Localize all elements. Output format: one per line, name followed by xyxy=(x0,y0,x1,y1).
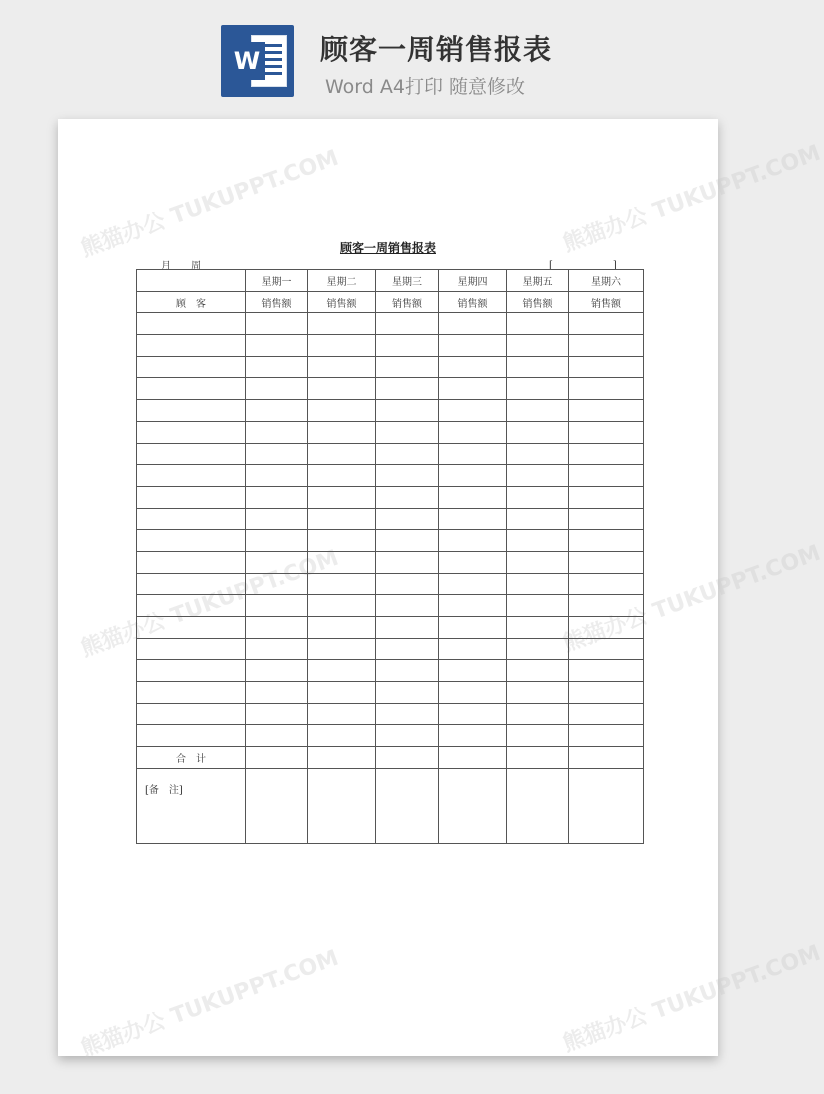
table-cell[interactable] xyxy=(569,530,644,552)
table-row xyxy=(137,486,644,508)
table-cell[interactable] xyxy=(376,768,439,843)
table-cell[interactable] xyxy=(308,595,376,617)
table-cell[interactable] xyxy=(246,486,308,508)
table-cell[interactable] xyxy=(507,378,569,400)
table-cell[interactable] xyxy=(439,378,507,400)
table-cell[interactable] xyxy=(137,421,246,443)
table-header-row xyxy=(137,270,644,292)
table-cell[interactable] xyxy=(246,638,308,660)
table-cell[interactable] xyxy=(507,335,569,357)
table-cell[interactable] xyxy=(137,313,246,335)
table-cell[interactable] xyxy=(246,573,308,595)
table-cell[interactable] xyxy=(246,313,308,335)
table-row xyxy=(137,660,644,682)
table-cell[interactable] xyxy=(308,335,376,357)
table-cell[interactable] xyxy=(246,400,308,422)
total-row xyxy=(137,747,644,769)
table-cell[interactable] xyxy=(137,443,246,465)
table-row xyxy=(137,530,644,552)
table-cell[interactable] xyxy=(137,595,246,617)
table-cell[interactable] xyxy=(308,617,376,639)
table-cell[interactable] xyxy=(308,703,376,725)
table-cell[interactable] xyxy=(569,703,644,725)
table-row xyxy=(137,573,644,595)
sales-label: 销售额 xyxy=(439,291,507,313)
table-cell[interactable] xyxy=(376,573,439,595)
date-bracket: [ ] xyxy=(549,260,617,271)
page-title: 顾客一周销售报表 xyxy=(320,33,553,66)
table-cell[interactable] xyxy=(308,313,376,335)
table-cell[interactable] xyxy=(308,638,376,660)
watermark: 熊猫办公 TUKUPPT.COM xyxy=(77,545,342,663)
table-cell[interactable] xyxy=(569,551,644,573)
table-row xyxy=(137,313,644,335)
table-cell[interactable] xyxy=(569,421,644,443)
table-cell[interactable] xyxy=(246,768,308,843)
table-cell[interactable] xyxy=(507,465,569,487)
table-cell[interactable] xyxy=(439,443,507,465)
total-label: 合 计 xyxy=(137,747,246,769)
table-cell[interactable] xyxy=(308,465,376,487)
table-row xyxy=(137,421,644,443)
table-cell[interactable] xyxy=(376,421,439,443)
table-cell[interactable] xyxy=(308,356,376,378)
table-cell[interactable] xyxy=(569,725,644,747)
table-row xyxy=(137,703,644,725)
table-cell[interactable] xyxy=(439,465,507,487)
table-row xyxy=(137,335,644,357)
table-cell[interactable] xyxy=(569,400,644,422)
table-cell[interactable] xyxy=(507,617,569,639)
table-subheader-row xyxy=(137,291,644,313)
table-cell[interactable] xyxy=(246,617,308,639)
table-cell[interactable] xyxy=(376,595,439,617)
table-cell[interactable] xyxy=(137,378,246,400)
table-row xyxy=(137,551,644,573)
sales-label: 销售额 xyxy=(569,291,644,313)
table-cell[interactable] xyxy=(137,465,246,487)
table-cell[interactable] xyxy=(376,660,439,682)
table-cell[interactable] xyxy=(439,400,507,422)
table-row xyxy=(137,443,644,465)
table-row xyxy=(137,725,644,747)
table-cell[interactable] xyxy=(246,530,308,552)
table-cell[interactable] xyxy=(439,703,507,725)
sales-label: 销售额 xyxy=(246,291,308,313)
table-cell[interactable] xyxy=(569,682,644,704)
table-cell[interactable] xyxy=(308,725,376,747)
table-cell[interactable] xyxy=(137,617,246,639)
table-cell[interactable] xyxy=(376,443,439,465)
table-row xyxy=(137,400,644,422)
table-cell[interactable] xyxy=(246,703,308,725)
table-cell[interactable] xyxy=(439,508,507,530)
table-cell[interactable] xyxy=(246,335,308,357)
table-row xyxy=(137,595,644,617)
table-cell[interactable] xyxy=(439,747,507,769)
column-header: 星期五 xyxy=(507,270,569,292)
watermark: 熊猫办公 TUKUPPT.COM xyxy=(77,145,342,263)
table-cell[interactable] xyxy=(507,703,569,725)
table-cell[interactable] xyxy=(439,421,507,443)
table-row xyxy=(137,356,644,378)
table-cell[interactable] xyxy=(137,356,246,378)
table-cell[interactable] xyxy=(308,443,376,465)
table-cell[interactable] xyxy=(137,682,246,704)
table-cell[interactable] xyxy=(246,747,308,769)
document-page xyxy=(58,119,824,1063)
table-cell[interactable] xyxy=(137,486,246,508)
document-title: 顾客一周销售报表 xyxy=(339,241,436,255)
table-cell[interactable] xyxy=(569,313,644,335)
table-cell[interactable] xyxy=(507,682,569,704)
table-cell[interactable] xyxy=(569,465,644,487)
table-cell[interactable] xyxy=(137,400,246,422)
table-cell[interactable] xyxy=(569,747,644,769)
column-header: 星期四 xyxy=(439,270,507,292)
table-cell[interactable] xyxy=(308,768,376,843)
table-cell[interactable] xyxy=(439,768,507,843)
table-cell[interactable] xyxy=(246,595,308,617)
table-cell[interactable] xyxy=(376,465,439,487)
sales-table xyxy=(136,269,644,844)
table-cell[interactable] xyxy=(376,703,439,725)
table-cell[interactable] xyxy=(507,508,569,530)
word-letter: W xyxy=(229,42,265,80)
table-cell[interactable] xyxy=(569,617,644,639)
table-row xyxy=(137,617,644,639)
table-cell[interactable] xyxy=(507,421,569,443)
customer-label: 顾 客 xyxy=(137,291,246,313)
table-cell[interactable] xyxy=(376,725,439,747)
table-cell[interactable] xyxy=(507,595,569,617)
month-week-label: 月 周 xyxy=(161,261,201,272)
table-cell[interactable] xyxy=(507,573,569,595)
table-cell[interactable] xyxy=(376,638,439,660)
table-cell[interactable] xyxy=(137,703,246,725)
table-cell[interactable] xyxy=(569,378,644,400)
table-cell[interactable] xyxy=(308,421,376,443)
table-cell[interactable] xyxy=(569,638,644,660)
table-cell[interactable] xyxy=(246,378,308,400)
table-cell[interactable] xyxy=(569,356,644,378)
table-cell[interactable] xyxy=(137,725,246,747)
watermark: 熊猫办公 TUKUPPT.COM xyxy=(559,140,824,258)
table-cell[interactable] xyxy=(376,551,439,573)
table-cell[interactable] xyxy=(137,530,246,552)
table-cell[interactable] xyxy=(507,313,569,335)
table-cell[interactable] xyxy=(569,335,644,357)
table-cell[interactable] xyxy=(308,682,376,704)
table-cell[interactable] xyxy=(507,768,569,843)
table-cell[interactable] xyxy=(439,356,507,378)
table-cell[interactable] xyxy=(439,660,507,682)
table-cell[interactable] xyxy=(308,530,376,552)
sales-label: 销售额 xyxy=(507,291,569,313)
table-cell[interactable] xyxy=(376,313,439,335)
table-cell[interactable] xyxy=(569,573,644,595)
table-cell[interactable] xyxy=(246,660,308,682)
table-cell[interactable] xyxy=(569,595,644,617)
table-cell[interactable] xyxy=(507,725,569,747)
table-cell[interactable] xyxy=(308,660,376,682)
table-cell[interactable] xyxy=(569,443,644,465)
table-cell[interactable] xyxy=(376,486,439,508)
table-cell[interactable] xyxy=(376,356,439,378)
table-row xyxy=(137,465,644,487)
table-cell[interactable] xyxy=(137,573,246,595)
table-cell[interactable] xyxy=(137,551,246,573)
table-cell[interactable] xyxy=(507,486,569,508)
table-cell[interactable] xyxy=(439,725,507,747)
table-cell[interactable] xyxy=(246,508,308,530)
table-cell[interactable] xyxy=(308,400,376,422)
table-cell[interactable] xyxy=(308,573,376,595)
table-cell[interactable] xyxy=(246,682,308,704)
table-cell[interactable] xyxy=(439,313,507,335)
column-header: 星期二 xyxy=(308,270,376,292)
watermark: 熊猫办公 TUKUPPT.COM xyxy=(559,940,824,1058)
page-subtitle: Word A4打印 随意修改 xyxy=(325,76,526,98)
table-cell[interactable] xyxy=(376,682,439,704)
table-cell[interactable] xyxy=(246,421,308,443)
table-cell[interactable] xyxy=(376,508,439,530)
table-cell[interactable] xyxy=(507,400,569,422)
table-row xyxy=(137,508,644,530)
column-header: 星期六 xyxy=(569,270,644,292)
table-cell[interactable] xyxy=(376,378,439,400)
table-cell[interactable] xyxy=(439,573,507,595)
sales-label: 销售额 xyxy=(308,291,376,313)
table-cell[interactable] xyxy=(308,508,376,530)
column-header: 星期三 xyxy=(376,270,439,292)
table-row xyxy=(137,682,644,704)
table-cell[interactable] xyxy=(439,595,507,617)
table-cell[interactable] xyxy=(507,551,569,573)
watermark: 熊猫办公 TUKUPPT.COM xyxy=(559,540,824,658)
table-cell[interactable] xyxy=(246,725,308,747)
table-cell[interactable] xyxy=(376,400,439,422)
table-cell[interactable] xyxy=(439,682,507,704)
table-cell[interactable] xyxy=(308,551,376,573)
table-cell[interactable] xyxy=(376,747,439,769)
table-cell[interactable] xyxy=(507,443,569,465)
table-cell[interactable] xyxy=(507,747,569,769)
table-cell[interactable] xyxy=(137,335,246,357)
sales-label: 销售额 xyxy=(376,291,439,313)
table-cell[interactable] xyxy=(507,530,569,552)
watermark: 熊猫办公 TUKUPPT.COM xyxy=(77,945,342,1063)
table-cell[interactable] xyxy=(439,551,507,573)
table-row xyxy=(137,638,644,660)
remarks-label: [备 注] xyxy=(137,768,246,843)
table-cell[interactable] xyxy=(137,660,246,682)
table-corner-cell xyxy=(137,270,246,292)
column-header: 星期一 xyxy=(246,270,308,292)
table-cell[interactable] xyxy=(439,530,507,552)
word-icon xyxy=(221,25,294,97)
table-cell[interactable] xyxy=(507,638,569,660)
table-cell[interactable] xyxy=(569,486,644,508)
table-cell[interactable] xyxy=(246,465,308,487)
table-cell[interactable] xyxy=(569,660,644,682)
table-cell[interactable] xyxy=(376,617,439,639)
table-cell[interactable] xyxy=(376,530,439,552)
table-cell[interactable] xyxy=(308,378,376,400)
table-cell[interactable] xyxy=(569,508,644,530)
table-cell[interactable] xyxy=(439,335,507,357)
table-cell[interactable] xyxy=(137,508,246,530)
table-cell[interactable] xyxy=(569,768,644,843)
table-cell[interactable] xyxy=(376,335,439,357)
page-header xyxy=(0,0,774,110)
table-cell[interactable] xyxy=(439,638,507,660)
table-cell[interactable] xyxy=(246,443,308,465)
remarks-row xyxy=(137,768,644,843)
table-cell[interactable] xyxy=(308,747,376,769)
table-row xyxy=(137,378,644,400)
table-cell[interactable] xyxy=(246,551,308,573)
table-cell[interactable] xyxy=(507,356,569,378)
table-cell[interactable] xyxy=(507,660,569,682)
table-cell[interactable] xyxy=(246,356,308,378)
table-cell[interactable] xyxy=(439,617,507,639)
table-cell[interactable] xyxy=(137,638,246,660)
table-cell[interactable] xyxy=(439,486,507,508)
table-cell[interactable] xyxy=(308,486,376,508)
